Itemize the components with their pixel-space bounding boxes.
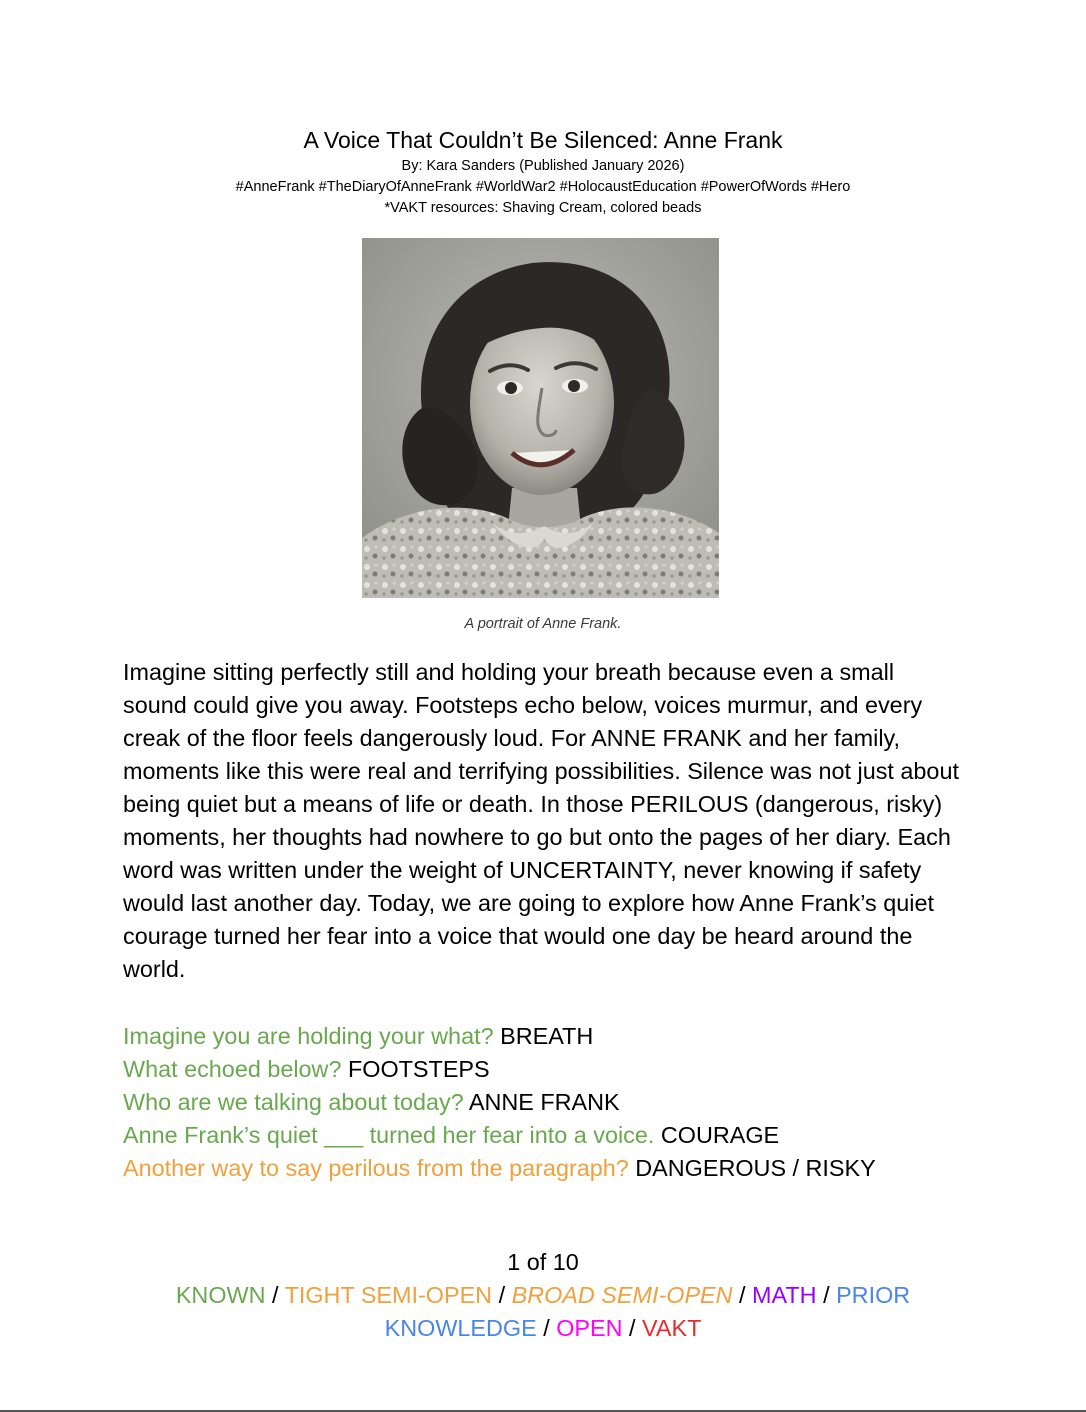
question-text: Who are we talking about today? <box>123 1089 464 1115</box>
legend-open: OPEN <box>556 1315 623 1341</box>
question-item <box>123 1086 983 1119</box>
legend-separator: / <box>622 1315 642 1341</box>
portrait-illustration <box>362 238 719 598</box>
legend-separator: / <box>265 1282 285 1308</box>
page-footer <box>0 1246 1086 1345</box>
answer-text: DANGEROUS / RISKY <box>635 1155 876 1181</box>
photo-caption: A portrait of Anne Frank. <box>464 616 622 632</box>
legend-separator: / <box>536 1315 557 1341</box>
legend-math: MATH <box>752 1282 817 1308</box>
legend-separator: / <box>816 1282 837 1308</box>
answer-text: ANNE FRANK <box>468 1089 620 1115</box>
question-list <box>123 1020 983 1185</box>
legend-prior-knowledge: PRIOR KNOWLEDGE <box>384 1282 911 1341</box>
question-item <box>123 1152 983 1185</box>
legend-separator: / <box>492 1282 512 1308</box>
legend-separator: / <box>732 1282 753 1308</box>
question-text: What echoed below? <box>123 1056 342 1082</box>
page-indicator: 1 of 10 <box>507 1249 579 1275</box>
intro-paragraph: Imagine sitting perfectly still and holding your breath because even a small sound could give you away. Footsteps echo below, voices murmur, and every creak of the floor feels dangerously loud. For ANNE FRANK and her family, moments like this were real and terrifying possibilities. Silence was not just about being quiet but a means of life or death. In those PERILOUS (dangerous, risky) moments, her thoughts had nowhere to go but onto the pages of her diary. Each word was written under the weight of UNCERTAINTY, never knowing if safety would last another day. Today, we are going to explore how Anne Frank’s quiet courage turned her fear into a voice that would one day be heard around the world. <box>123 659 959 982</box>
portrait-photo <box>362 238 719 598</box>
answer-text: COURAGE <box>660 1122 780 1148</box>
legend-vakt: VAKT <box>642 1315 702 1341</box>
hashtags: #AnneFrank #TheDiaryOfAnneFrank #WorldWar2 #HolocaustEducation #PowerOfWords #Hero <box>235 179 851 195</box>
document-title: A Voice That Couldn’t Be Silenced: Anne Frank <box>303 127 783 153</box>
document-header <box>0 124 1086 219</box>
question-item <box>123 1020 983 1053</box>
legend-broad-semi-open: BROAD SEMI-OPEN <box>511 1282 733 1308</box>
vakt-resources: *VAKT resources: Shaving Cream, colored beads <box>384 200 702 216</box>
question-item <box>123 1119 983 1152</box>
question-text: Imagine you are holding your what? <box>123 1023 494 1049</box>
answer-text: FOOTSTEPS <box>347 1056 490 1082</box>
answer-text: BREATH <box>500 1023 594 1049</box>
legend-tight-semi-open: TIGHT SEMI-OPEN <box>284 1282 493 1308</box>
question-text: Anne Frank’s quiet ___ turned her fear into a voice. <box>123 1122 655 1148</box>
byline: By: Kara Sanders (Published January 2026) <box>401 158 685 174</box>
legend-known: KNOWN <box>175 1282 266 1308</box>
question-text: Another way to say perilous from the paragraph? <box>123 1155 629 1181</box>
question-type-legend <box>133 1279 953 1345</box>
question-item <box>123 1053 983 1086</box>
